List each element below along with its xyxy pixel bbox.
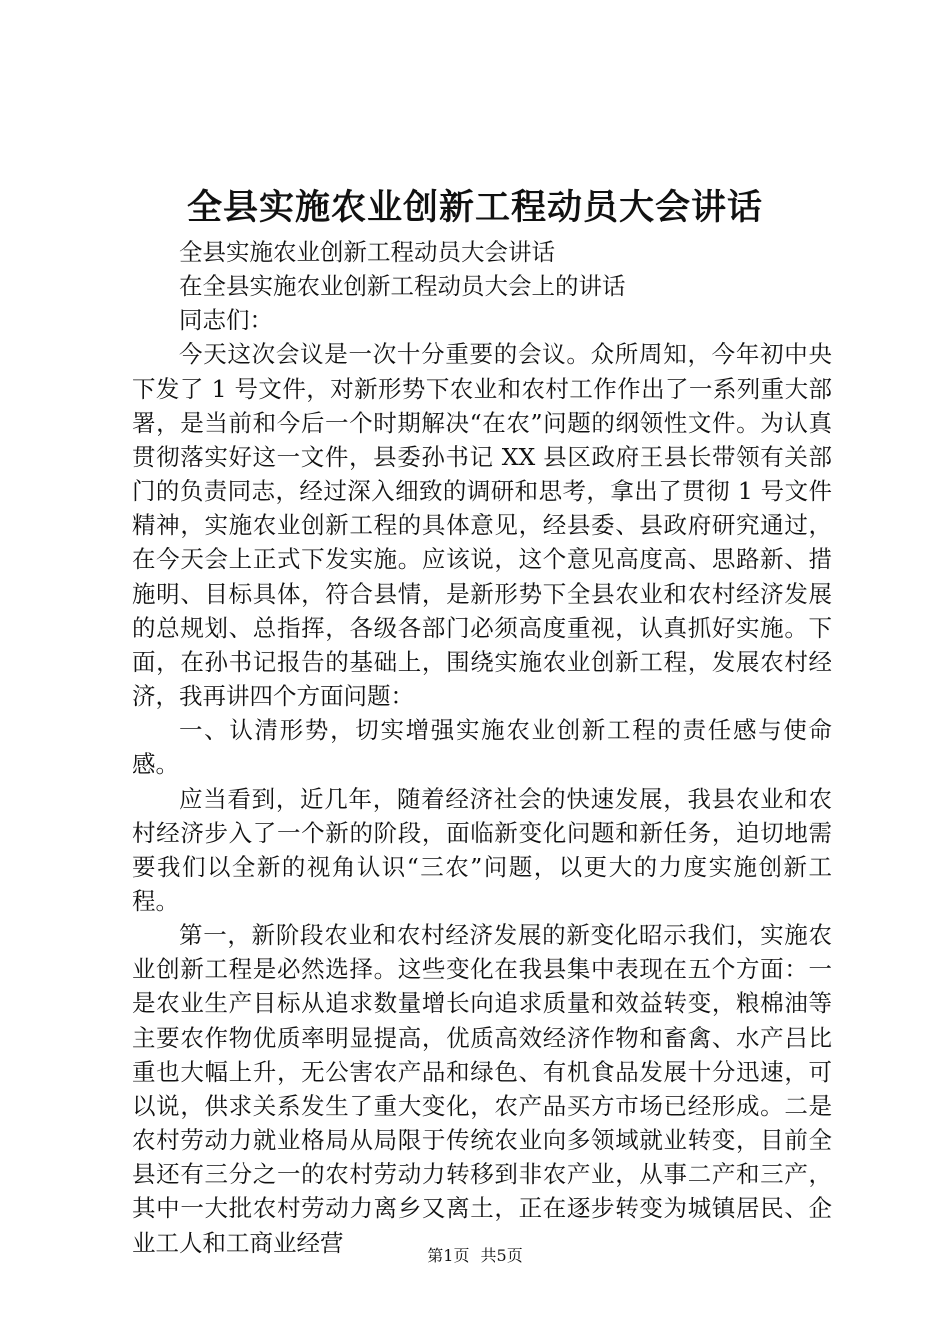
page-total: 共5页 — [480, 1246, 523, 1265]
paragraph-intro: 今天这次会议是一次十分重要的会议。众所周知，今年初中央下发了 1 号文件，对新形势下农业和农村工作作出了一系列重大部署，是当前和今后一个时期解决“在农”问题的纲领性文件。为认真贯彻落实好这一文件，县委孙书记 XX 县区政府王县长带领有关部门的负责同志，经过深入细致的调研和思考，拿出了贯彻 1 号文件精神，实施农业创新工程的具体意见，经县委、县政府研究通过，在今天会上正式下发实施。应该说，这个意见高度高、思路新、措施明、目标具体，符合县情，是新形势下全县农业和农村经济发展的总规划、总指挥，各级各部门必须高度重视，认真抓好实施。下面，在孙书记报告的基础上，围绕实施农业创新工程，发展农村经济，我再讲四个方面问题： — [132, 340, 832, 711]
paragraph-subtitle: 全县实施农业创新工程动员大会讲话 — [179, 238, 555, 266]
paragraph-salutation: 同志们： — [179, 306, 273, 335]
document-body — [132, 235, 832, 1260]
document-title: 全县实施农业创新工程动员大会讲话 — [186, 187, 763, 228]
page-footer — [0, 1244, 950, 1268]
paragraph-speech-title: 在全县实施农业创新工程动员大会上的讲话 — [179, 272, 626, 301]
paragraph-body: 应当看到，近几年，随着经济社会的快速发展，我县农业和农村经济步入了一个新的阶段，面临新变化问题和新任务，迫切地需要我们以全新的视角认识“三农”问题，以更大的力度实施创新工程。 — [132, 784, 832, 915]
page-number: 第1页 — [427, 1246, 470, 1265]
paragraph-section-heading: 一、认清形势，切实增强实施农业创新工程的责任感与使命感。 — [132, 716, 832, 779]
paragraph-body: 第一，新阶段农业和农村经济发展的新变化昭示我们，实施农业创新工程是必然选择。这些变化在我县集中表现在五个方面：一是农业生产目标从追求数量增长向追求质量和效益转变，粮棉油等主要农作物优质率明显提高，优质高效经济作物和畜禽、水产吕比重也大幅上升，无公害农产品和绿色、有机食品发展十分迅速，可以说，供求关系发生了重大变化，农产品买方市场已经形成。二是农村劳动力就业格局从局限于传统农业向多领域就业转变，目前全县还有三分之一的农村劳动力转移到非农产业，从事二产和三产，其中一大批农村劳动力离乡又离土，正在逐步转变为城镇居民、企业工人和工商业经营 — [132, 921, 832, 1257]
